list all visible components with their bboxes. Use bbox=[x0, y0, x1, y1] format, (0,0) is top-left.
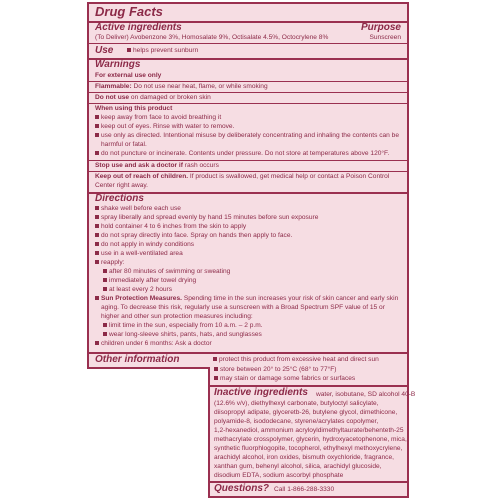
inactive-line: diisopropyl adipate, glyceretb-26, butylene glycol, dimethicone, bbox=[214, 409, 398, 416]
direction-item-text: use in a well-ventilated area bbox=[101, 250, 183, 257]
inactive-line: water, isobutane, SD alcohol 40-B bbox=[316, 391, 416, 398]
inactive-line: (12.6% v/v), diethylhexyl carbonate, butyloctyl salicylate, bbox=[214, 400, 379, 407]
warning-item-text: use only as directed. Intentional misuse by deliberately concentrating and inhaling the contents can be bbox=[101, 132, 400, 139]
warning-item bbox=[95, 132, 399, 140]
direction-item-text: reapply: bbox=[101, 259, 125, 266]
direction-item bbox=[95, 214, 318, 222]
children-text: children under 6 months: Ask a doctor bbox=[101, 340, 212, 347]
questions-phone: Call 1-866-288-3330 bbox=[274, 486, 335, 493]
spm-text-2: aging. To decrease this risk, regularly use a sunscreen with a Broad Spectrum SPF value of 15 or bbox=[101, 304, 385, 311]
bullet-icon bbox=[95, 233, 99, 237]
external-use: For external use only bbox=[95, 72, 162, 79]
direction-item bbox=[95, 205, 181, 213]
stop-use-label: Stop use and ask a doctor if bbox=[95, 162, 183, 169]
warning-item-text: do not puncture or incinerate. Contents under pressure. Do not store at temperatures above 120°F. bbox=[101, 150, 390, 157]
bullet-icon bbox=[95, 151, 99, 155]
bullet-icon bbox=[95, 215, 99, 219]
questions-heading: Questions? bbox=[214, 483, 270, 494]
bullet-icon bbox=[95, 296, 99, 300]
use-text bbox=[127, 47, 198, 55]
keep-out-line bbox=[95, 173, 389, 181]
divider bbox=[89, 81, 407, 82]
direction-item bbox=[95, 250, 183, 258]
bullet-icon bbox=[95, 206, 99, 210]
other-item bbox=[214, 375, 355, 383]
use-heading: Use bbox=[95, 45, 114, 56]
divider bbox=[89, 92, 407, 93]
direction-item-text: hold container 4 to 6 inches from the skin to apply bbox=[101, 223, 247, 230]
direction-item bbox=[103, 286, 172, 294]
do-not-use-text: on damaged or broken skin bbox=[130, 94, 211, 101]
inactive-line: disodium EDTA, sodium ascorbyl phosphate bbox=[214, 472, 344, 479]
flammable-text: Do not use near heat, flame, or while smoking bbox=[133, 83, 268, 90]
warning-item bbox=[95, 123, 234, 131]
bullet-icon bbox=[214, 376, 218, 380]
other-item-text: store between 20° to 25°C (68° to 77°F) bbox=[220, 366, 337, 373]
spm-item-text: wear long-sleeve shirts, pants, hats, and sunglasses bbox=[109, 331, 262, 338]
spm-text-3: higher and other sun protection measures including: bbox=[101, 313, 253, 320]
direction-item bbox=[95, 223, 246, 231]
warning-item-text: keep away from face to avoid breathing it bbox=[101, 114, 222, 121]
bullet-icon bbox=[103, 287, 107, 291]
purpose-text: Sunscreen bbox=[369, 34, 401, 41]
other-info-heading: Other information bbox=[95, 354, 180, 365]
warnings-heading: Warnings bbox=[95, 59, 141, 70]
direction-item-text: shake well before each use bbox=[101, 205, 181, 212]
divider bbox=[89, 43, 407, 44]
inactive-heading: Inactive ingredients bbox=[214, 387, 308, 398]
spm-line bbox=[95, 295, 398, 303]
children-line bbox=[95, 340, 212, 348]
bullet-icon bbox=[103, 269, 107, 273]
direction-item bbox=[103, 268, 230, 276]
spm-item-text: limit time in the sun, especially from 10 a.m. – 2 p.m. bbox=[109, 322, 263, 329]
warning-item bbox=[95, 150, 389, 158]
bullet-icon bbox=[214, 367, 218, 371]
bullet-icon bbox=[95, 115, 99, 119]
direction-item bbox=[95, 232, 292, 240]
direction-item bbox=[103, 277, 196, 285]
bullet-icon bbox=[95, 242, 99, 246]
inactive-line: 1,2-hexanediol, ammonium acryloyldimethyltaurate/behenteth-25 bbox=[214, 427, 404, 434]
bullet-icon bbox=[103, 278, 107, 282]
bullet-icon bbox=[103, 323, 107, 327]
spm-item bbox=[103, 331, 262, 339]
flammable-label: Flammable: bbox=[95, 83, 132, 90]
flammable-line bbox=[95, 83, 268, 91]
inactive-line: xanthan gum, behenyl alcohol, silica, arachidyl glucoside, bbox=[214, 463, 382, 470]
spm-text: Spending time in the sun increases your risk of skin cancer and early skin bbox=[183, 295, 399, 302]
direction-item bbox=[95, 241, 194, 249]
direction-item bbox=[95, 259, 124, 267]
active-ingredients-text: (To Deliver) Avobenzone 3%, Homosalate 9%, Octisalate 4.5%, Octocrylene 8% bbox=[95, 34, 329, 41]
do-not-use-label: Do not use bbox=[95, 94, 130, 101]
direction-item-text: at least every 2 hours bbox=[109, 286, 173, 293]
bullet-icon bbox=[103, 332, 107, 336]
inactive-line: polyamide-8, isododecane, styrene/acrylates copolymer, bbox=[214, 418, 379, 425]
drug-facts-lower-content bbox=[210, 363, 416, 498]
spm-item bbox=[103, 322, 263, 330]
direction-item-text: immediately after towel drying bbox=[109, 277, 197, 284]
drug-facts-title: Drug Facts bbox=[95, 4, 163, 19]
warning-item-text: keep out of eyes. Rinse with water to remove. bbox=[101, 123, 235, 130]
direction-item-text: spray liberally and spread evenly by hand 15 minutes before sun exposure bbox=[101, 214, 319, 221]
stop-use-text: rash occurs bbox=[184, 162, 219, 169]
warning-item bbox=[95, 114, 221, 122]
inactive-line: synthetic fluorphlogopite, tocopherol, ethylhexyl methoxycrylene, bbox=[214, 445, 403, 452]
bullet-icon bbox=[95, 260, 99, 264]
when-using-heading: When using this product bbox=[95, 105, 173, 112]
bullet-icon bbox=[95, 251, 99, 255]
bullet-icon bbox=[95, 224, 99, 228]
use-text-value: helps prevent sunburn bbox=[133, 47, 199, 54]
divider bbox=[89, 171, 407, 172]
do-not-use-line bbox=[95, 94, 211, 102]
keep-out-label: Keep out of reach of children. bbox=[95, 173, 189, 180]
divider bbox=[89, 160, 407, 161]
stop-use-line bbox=[95, 162, 219, 170]
bullet-icon bbox=[127, 48, 131, 52]
direction-item-text: after 80 minutes of swimming or sweating bbox=[109, 268, 231, 275]
keep-out-text: If product is swallowed, get medical help or contact a Poison Control bbox=[189, 173, 390, 180]
other-item-text: protect this product from excessive heat and direct sun bbox=[219, 356, 379, 363]
keep-out-continued: Center right away. bbox=[95, 182, 149, 189]
direction-item-text: do not spray directly into face. Spray on hands then apply to face. bbox=[101, 232, 293, 239]
direction-item-text: do not apply in windy conditions bbox=[101, 241, 195, 248]
spm-label: Sun Protection Measures. bbox=[101, 295, 182, 302]
bullet-icon bbox=[95, 133, 99, 137]
other-item-text: may stain or damage some fabrics or surfaces bbox=[220, 375, 356, 382]
divider bbox=[89, 103, 407, 104]
drug-facts-content bbox=[89, 2, 407, 382]
warning-item-continued: harmful or fatal. bbox=[101, 141, 147, 148]
bullet-icon bbox=[213, 357, 217, 361]
directions-heading: Directions bbox=[95, 193, 144, 204]
other-item bbox=[214, 366, 336, 374]
bullet-icon bbox=[95, 124, 99, 128]
inactive-line: methacrylate crosspolymer, glycerin, hydroxyacetophenone, mica, bbox=[214, 436, 407, 443]
purpose-heading: Purpose bbox=[360, 22, 401, 33]
inactive-line: arachidyl alcohol, iron oxides, bismuth oxychloride, fragrance, bbox=[214, 454, 394, 461]
bullet-icon bbox=[95, 341, 99, 345]
active-ingredients-heading: Active ingredients bbox=[95, 22, 182, 33]
